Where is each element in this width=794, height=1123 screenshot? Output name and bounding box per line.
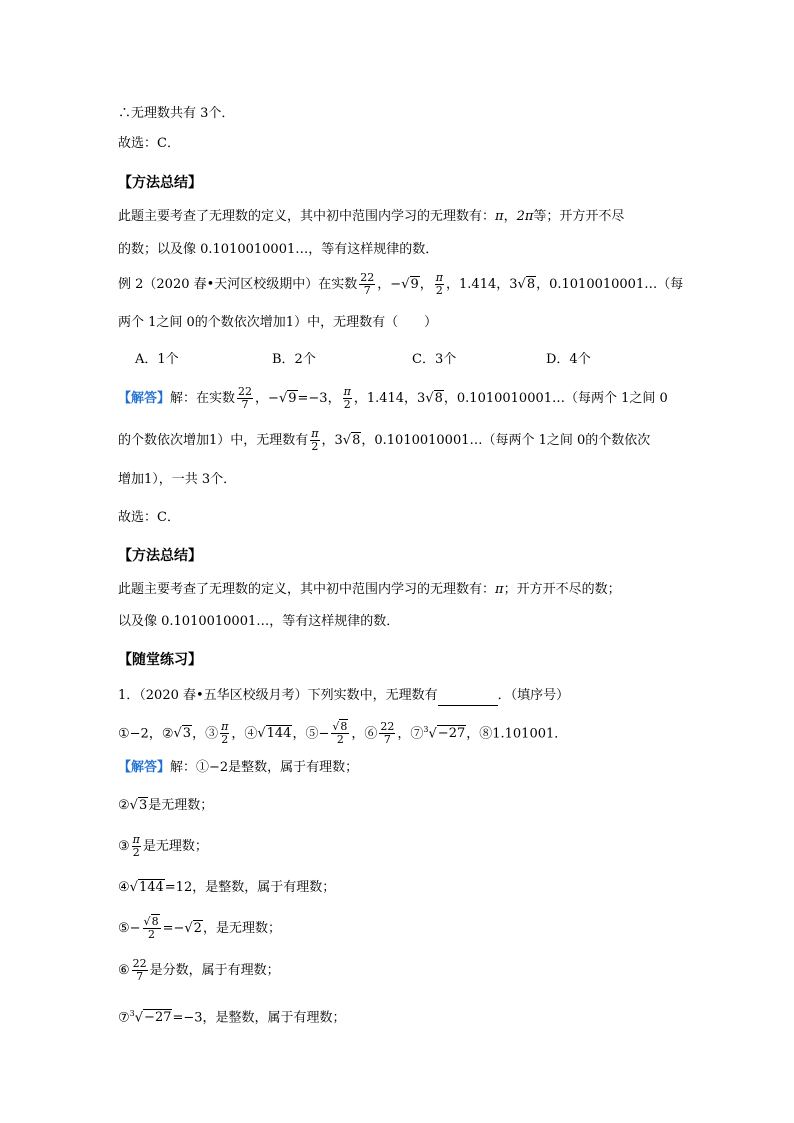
radicand: −27 [144, 1010, 172, 1026]
option-text: ，⑦ [397, 726, 424, 742]
practice-heading [118, 650, 202, 670]
answer-text: 的个数依次增加1）中，无理数有 [118, 433, 309, 448]
sqrt-144: √144 [257, 726, 292, 742]
answer-text: 增加1），一共 3个． [118, 472, 237, 487]
answer-text: ，0.1010010001…（每两个 1之间 0 [443, 391, 668, 406]
answer-choice-text: 故选：C． [118, 136, 180, 151]
question-1-line [118, 686, 569, 706]
method-summary-heading-2 [118, 546, 202, 566]
example-2-line-2 [118, 313, 437, 333]
solution-text: ⑦ [118, 1010, 130, 1026]
fraction-pi-2 [435, 272, 444, 297]
summary-2-line-1 [118, 580, 621, 600]
solution-line-1 [118, 758, 358, 778]
pi-symbol: π [495, 582, 504, 597]
radicand: 8 [526, 277, 536, 292]
answer-text: 解：在实数 [170, 391, 236, 406]
conclusion-text: ∴无理数共有 3个． [118, 106, 235, 121]
answer-tag: 【解答】 [118, 391, 171, 406]
denominator: 2 [336, 733, 344, 747]
solution-text: ⑥ [118, 963, 130, 978]
answer-text: 故选：C． [118, 510, 180, 525]
solution-line-4 [118, 878, 335, 898]
solution-text: 是分数，属于有理数； [149, 963, 280, 978]
solution-text: =− [162, 921, 185, 936]
question-text: ．（填序号） [497, 688, 570, 703]
denominator: 7 [383, 733, 391, 747]
answer-text: ，− [255, 391, 279, 406]
solution-text: =12，是整数，属于有理数； [164, 880, 336, 895]
pi-symbol: π [311, 427, 319, 440]
fraction-sqrt8-2 [143, 916, 161, 941]
heading-text: 【方法总结】 [118, 175, 202, 191]
radicand: 144 [266, 726, 292, 742]
question-1-options [118, 720, 567, 746]
denominator: 7 [136, 970, 144, 983]
option-text: ，④ [231, 726, 258, 742]
fraction-pi-2 [343, 386, 352, 411]
option-text: ，⑥ [351, 726, 378, 742]
summary-text: 此题主要考查了无理数的定义，其中初中范围内学习的无理数有： [118, 582, 496, 597]
example-2-line-1 [118, 272, 683, 297]
numerator: 22 [238, 385, 253, 398]
denominator: 2 [148, 928, 156, 941]
numerator: 22 [360, 271, 375, 284]
pi-symbol: π [495, 209, 504, 224]
answer-line-4 [118, 508, 180, 528]
answer-tag: 【解答】 [118, 760, 171, 775]
solution-line-6 [118, 958, 280, 983]
sqrt-2: √2 [184, 921, 202, 936]
solution-text: ② [118, 798, 130, 813]
sqrt-8: √8 [342, 433, 361, 448]
summary-text: 等；开方开不尽 [533, 209, 625, 224]
sqrt-3: √3 [129, 798, 148, 813]
sqrt-8: √8 [517, 277, 536, 292]
solution-line-7 [118, 1004, 346, 1028]
solution-text: 是无理数； [148, 798, 214, 813]
radicand: 3 [182, 726, 192, 742]
pi-symbol: π [435, 271, 444, 284]
answer-text: ，3 [321, 433, 343, 448]
summary-text: 以及像 0.1010010001…，等有这样规律的数． [118, 614, 400, 629]
option-text: ，⑧1.101001． [466, 726, 568, 742]
method-summary-heading-1 [118, 173, 202, 193]
question-text: 1．（2020 春•五华区校级月考）下列实数中，无理数有 [118, 688, 438, 703]
answer-line-2 [118, 428, 650, 453]
summary-text: 的数；以及像 0.1010010001…，等有这样规律的数． [118, 242, 439, 257]
root-index: 3 [129, 1009, 135, 1018]
fraction-22-7 [359, 272, 375, 297]
denominator: 7 [363, 284, 371, 297]
solution-text: ，是无理数； [202, 921, 281, 936]
fraction-22-7 [379, 721, 395, 746]
radicand: 144 [138, 880, 164, 895]
comma: ， [503, 209, 517, 224]
option-text: ①−2，② [118, 726, 174, 742]
answer-text: =−3， [297, 391, 341, 406]
solution-text: =−3，是整数，属于有理数； [172, 1010, 346, 1026]
cube-root-neg27: $^3$√−27 [423, 725, 466, 742]
radicand: 2 [193, 921, 202, 936]
numerator: 22 [132, 957, 147, 970]
radicand: 9 [288, 391, 297, 406]
sqrt-9: √9 [278, 391, 297, 406]
heading-text: 【随堂练习】 [118, 652, 202, 668]
radicand: 8 [151, 915, 159, 928]
fraction-22-7 [237, 386, 253, 411]
sqrt-8: √8 [332, 720, 348, 734]
summary-text: ；开方开不尽的数； [503, 582, 621, 597]
radicand: 8 [340, 720, 348, 734]
radicand: −27 [437, 726, 466, 742]
fraction-22-7 [132, 958, 148, 983]
radicand: 9 [410, 277, 419, 292]
example-text: 两个 1之间 0的个数依次增加1）中，无理数有（ ） [118, 315, 438, 330]
option-text: ，③ [192, 726, 219, 742]
pi-symbol: π [132, 833, 140, 846]
answer-blank[interactable] [438, 691, 498, 706]
cube-root-neg27: $^3$√−27 [129, 1009, 172, 1026]
example-text: ，1.414，3 [446, 277, 518, 292]
solution-text: ③ [118, 839, 130, 854]
example-text: ，− [377, 277, 402, 292]
denominator: 2 [221, 733, 229, 747]
answer-line-1 [118, 386, 668, 411]
answer-line-3 [118, 470, 236, 490]
summary-2-line-2 [118, 612, 399, 632]
denominator: 7 [241, 398, 249, 411]
sqrt-144: √144 [129, 880, 164, 895]
sqrt-9: √9 [401, 277, 419, 292]
solution-text: 解：①−2是整数，属于有理数； [170, 760, 359, 775]
solution-line-3 [118, 834, 208, 859]
denominator: 2 [311, 440, 319, 453]
answer-choice-line [118, 134, 180, 154]
solution-line-5 [118, 916, 281, 941]
option-c: C．3个 [412, 352, 457, 367]
solution-line-2 [118, 796, 213, 816]
pi-symbol: π [343, 385, 351, 398]
denominator: 2 [343, 398, 351, 411]
summary-1-line-1 [118, 207, 624, 227]
fraction-pi-2 [220, 721, 229, 746]
heading-text: 【方法总结】 [118, 548, 202, 564]
comma: ， [419, 277, 433, 292]
pi-symbol: π [221, 720, 229, 734]
option-text: ，⑤− [292, 726, 330, 742]
solution-text: 是无理数； [142, 839, 208, 854]
root-index: 3 [423, 725, 429, 734]
answer-text: ，1.414，3 [353, 391, 426, 406]
denominator: 2 [132, 846, 140, 859]
answer-text: ，0.1010010001…（每两个 1之间 0的个数依次 [361, 433, 651, 448]
fraction-pi-2 [310, 428, 319, 453]
option-b: B．2个 [272, 352, 316, 367]
numerator: 22 [380, 720, 395, 734]
sqrt-8: √8 [425, 391, 443, 406]
example-text: 例 2（2020 春•天河区校级期中）在实数 [118, 277, 358, 292]
two-pi-symbol: 2π [516, 209, 534, 224]
summary-text: 此题主要考查了无理数的定义，其中初中范围内学习的无理数有： [118, 209, 496, 224]
example-text: ，0.1010010001…（每 [536, 277, 684, 292]
solution-text: ⑤− [118, 921, 141, 936]
fraction-pi-2 [132, 834, 141, 859]
sqrt-3: √3 [173, 726, 192, 742]
solution-text: ④ [118, 880, 130, 895]
summary-1-line-2 [118, 240, 438, 260]
option-d: D．4个 [546, 352, 591, 367]
denominator: 2 [435, 284, 443, 297]
radicand: 8 [352, 433, 361, 448]
option-a: A．1个 [135, 352, 179, 367]
conclusion-line [118, 104, 234, 124]
fraction-sqrt8-2 [331, 721, 349, 746]
radicand: 3 [138, 798, 148, 813]
radicand: 8 [434, 391, 443, 406]
sqrt-8: √8 [143, 915, 159, 928]
